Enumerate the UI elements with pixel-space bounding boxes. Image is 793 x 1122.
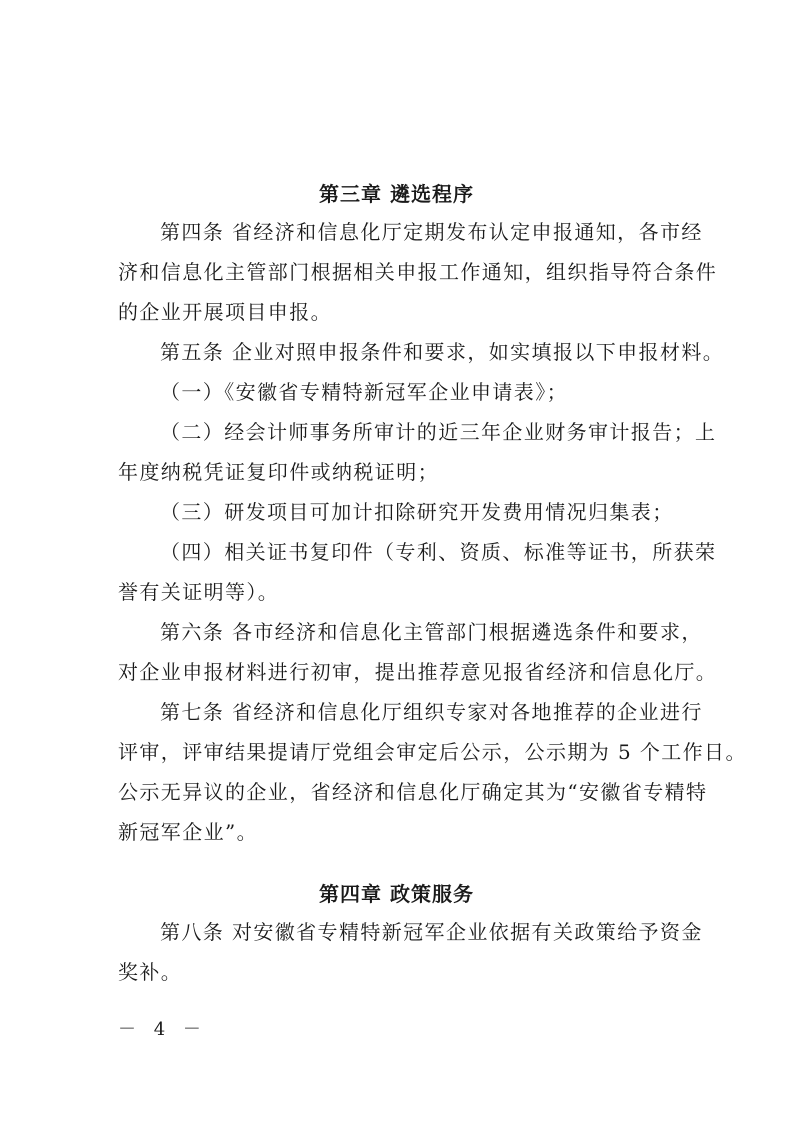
article-7-line-1: 第七条 省经济和信息化厅组织专家对各地推荐的企业进行 <box>160 700 703 724</box>
article-4-line-2: 济和信息化主管部门根据相关申报工作通知，组织指导符合条件 <box>118 260 718 284</box>
article-6-line-2: 对企业申报材料进行初审，提出推荐意见报省经济和信息化厅。 <box>118 660 718 684</box>
page-number: － 4 － <box>118 1019 207 1040</box>
article-5-item-2-line-1: （二）经会计师事务所审计的近三年企业财务审计报告；上 <box>160 420 717 444</box>
chapter-3-heading: 第三章 遴选程序 <box>319 182 474 206</box>
article-4-line-3: 的企业开展项目申报。 <box>118 300 332 324</box>
article-5-item-2-line-2: 年度纳税凭证复印件或纳税证明； <box>118 460 439 484</box>
article-4-line-1: 第四条 省经济和信息化厅定期发布认定申报通知，各市经 <box>160 220 703 244</box>
article-7-line-3: 公示无异议的企业，省经济和信息化厅确定其为“安徽省专精特 <box>118 780 708 804</box>
article-7-line-2: 评审，评审结果提请厅党组会审定后公示，公示期为 5 个工作日。 <box>118 740 747 764</box>
article-5-item-1: （一）《安徽省专精特新冠军企业申请表》； <box>160 380 568 404</box>
chapter-4-heading: 第四章 政策服务 <box>319 882 474 906</box>
article-5-item-4-line-2: 誉有关证明等）。 <box>118 580 280 604</box>
article-8-line-2: 奖补。 <box>118 960 183 984</box>
article-8-line-1: 第八条 对安徽省专精特新冠军企业依据有关政策给予资金 <box>160 920 703 944</box>
article-5-line-1: 第五条 企业对照申报条件和要求，如实填报以下申报材料。 <box>160 340 725 364</box>
article-7-line-4: 新冠军企业”。 <box>118 820 259 844</box>
article-5-item-4-line-1: （四）相关证书复印件（专利、资质、标准等证书，所获荣 <box>160 540 717 564</box>
article-5-item-3: （三）研发项目可加计扣除研究开发费用情况归集表； <box>160 500 674 524</box>
article-6-line-1: 第六条 各市经济和信息化主管部门根据遴选条件和要求， <box>160 620 703 644</box>
